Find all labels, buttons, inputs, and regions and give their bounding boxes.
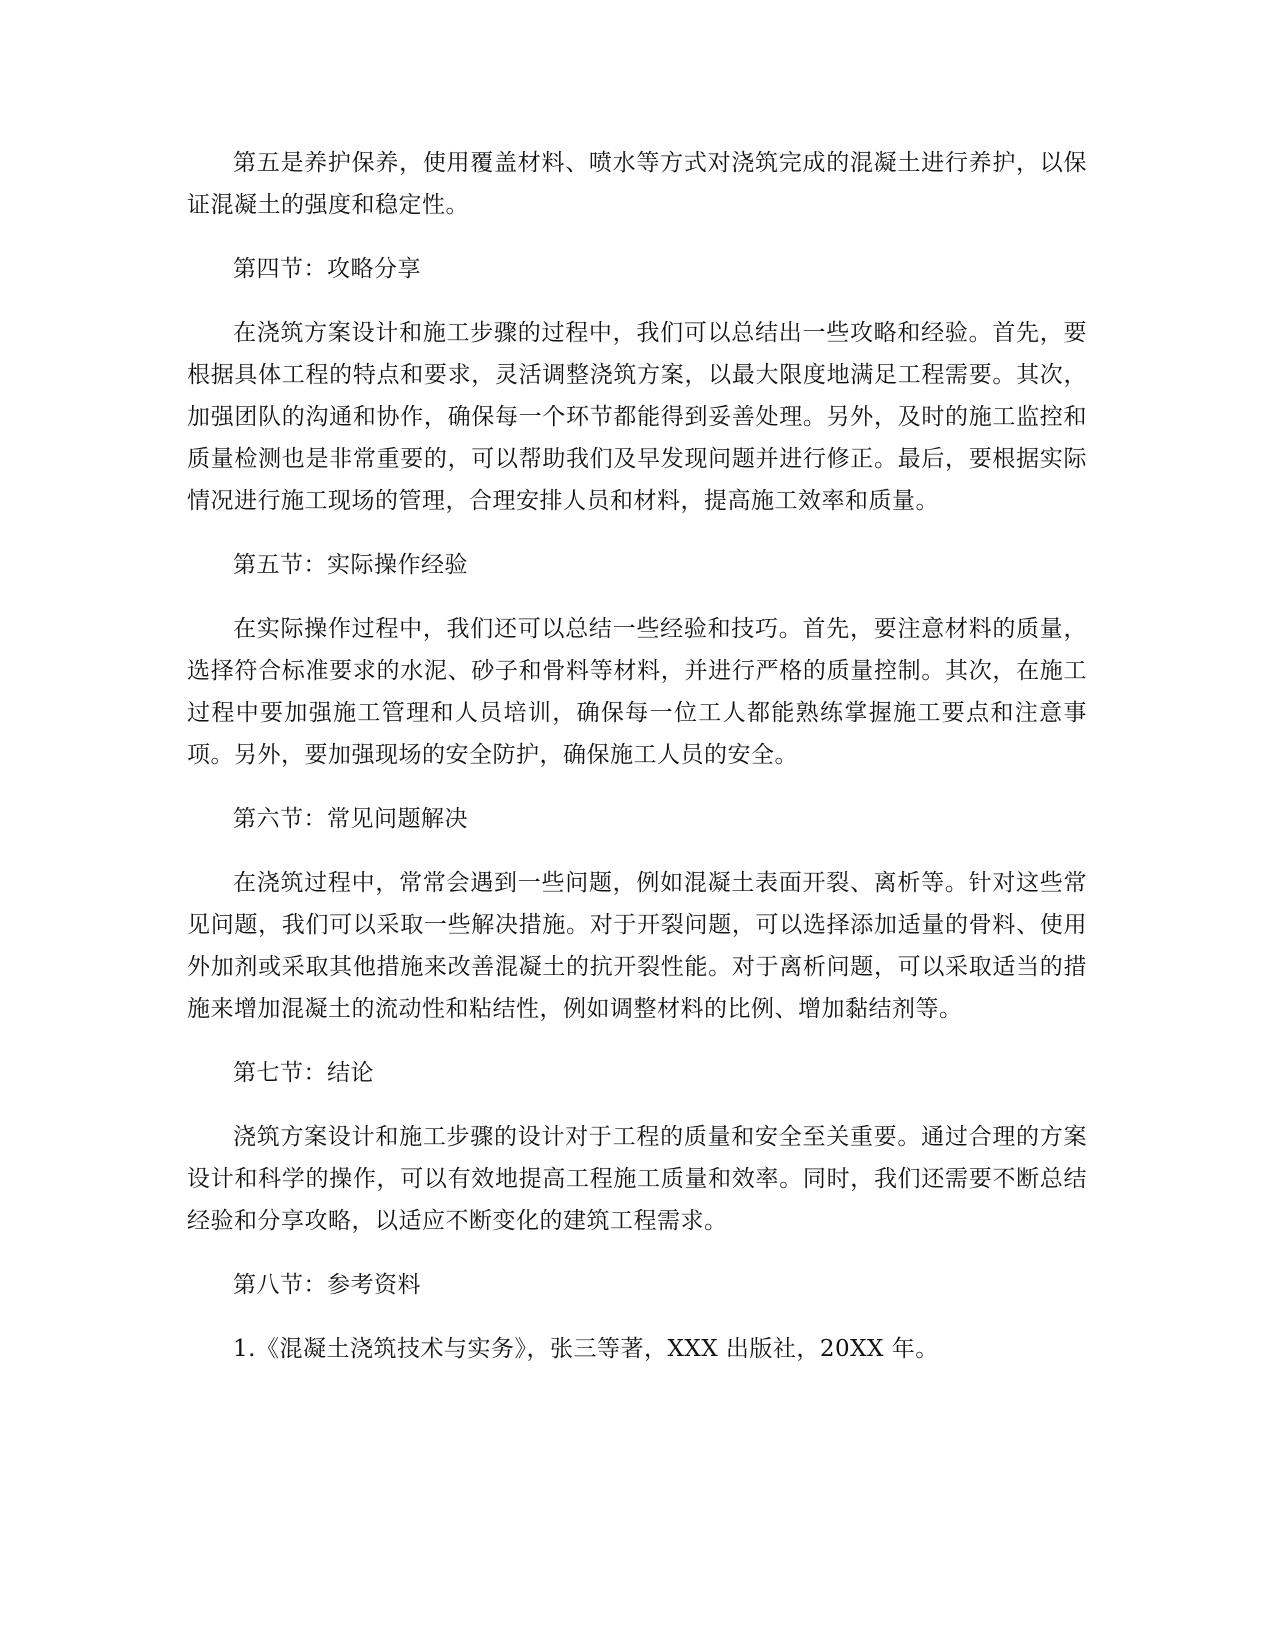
document-body [187, 142, 1087, 1392]
paragraph-experience: 在实际操作过程中，我们还可以总结一些经验和技巧。首先，要注意材料的质量，选择符合标准要求的水泥、砂子和骨料等材料，并进行严格的质量控制。其次，在施工过程中要加强施工管理和人员培训，确保每一位工人都能熟练掌握施工要点和注意事项。另外，要加强现场的安全防护，确保施工人员的安全。 [187, 616, 1087, 768]
paragraph-curing: 第五是养护保养，使用覆盖材料、喷水等方式对浇筑完成的混凝土进行养护，以保证混凝土的强度和稳定性。 [187, 150, 1087, 218]
section-heading-8: 第八节：参考资料 [233, 1272, 421, 1298]
section-heading-5: 第五节：实际操作经验 [233, 552, 468, 578]
reference-item: 1.《混凝土浇筑技术与实务》，张三等著，XXX 出版社，20XX 年。 [233, 1336, 939, 1362]
section-heading-6: 第六节：常见问题解决 [233, 806, 468, 832]
section-heading-4: 第四节：攻略分享 [233, 256, 421, 282]
paragraph-conclusion: 浇筑方案设计和施工步骤的设计对于工程的质量和安全至关重要。通过合理的方案设计和科学的操作，可以有效地提高工程施工质量和效率。同时，我们还需要不断总结经验和分享攻略，以适应不断变化的建筑工程需求。 [187, 1124, 1087, 1234]
section-heading-7: 第七节：结论 [233, 1060, 374, 1086]
paragraph-problems: 在浇筑过程中，常常会遇到一些问题，例如混凝土表面开裂、离析等。针对这些常见问题，我们可以采取一些解决措施。对于开裂问题，可以选择添加适量的骨料、使用外加剂或采取其他措施来改善混凝土的抗开裂性能。对于离析问题，可以采取适当的措施来增加混凝土的流动性和粘结性，例如调整材料的比例、增加黏结剂等。 [187, 870, 1087, 1022]
paragraph-strategy: 在浇筑方案设计和施工步骤的过程中，我们可以总结出一些攻略和经验。首先，要根据具体工程的特点和要求，灵活调整浇筑方案，以最大限度地满足工程需要。其次，加强团队的沟通和协作，确保每一个环节都能得到妥善处理。另外，及时的施工监控和质量检测也是非常重要的，可以帮助我们及早发现问题并进行修正。最后，要根据实际情况进行施工现场的管理，合理安排人员和材料，提高施工效率和质量。 [187, 320, 1087, 514]
